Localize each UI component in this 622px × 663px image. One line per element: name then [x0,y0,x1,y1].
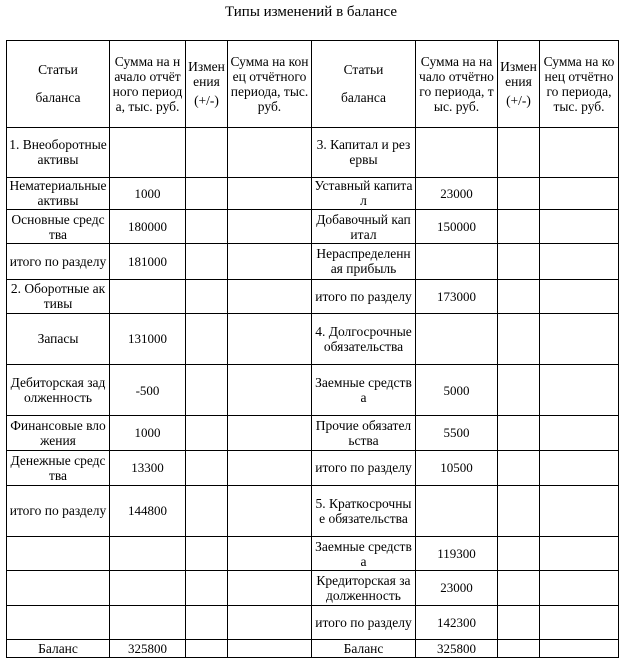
left-item-name [7,571,110,605]
right-item-name: Прочие обязательства [312,416,416,450]
left-start-value: 180000 [110,210,186,244]
left-article-header-line2: баланса [35,89,81,105]
left-end-cell [228,571,312,605]
right-change-cell [498,639,540,657]
table-row [7,244,619,279]
right-end-cell [540,571,619,605]
table-row [7,537,619,571]
left-change-cell [186,639,228,657]
right-start-value: 150000 [416,210,498,244]
left-start-value [110,571,186,605]
left-start-sum-header: Сумма на начало отчётного периода, тыс. руб. [110,41,186,128]
left-change-cell [186,365,228,416]
right-start-value: 10500 [416,450,498,485]
right-start-value [416,244,498,279]
table-row [7,605,619,639]
left-item-name: Дебиторская задолженность [7,365,110,416]
right-item-name: Заемные средства [312,537,416,571]
right-start-value: 5000 [416,365,498,416]
left-start-value: 1000 [110,416,186,450]
left-end-cell [228,127,312,177]
left-change-cell [186,450,228,485]
right-item-name: Добавочный капитал [312,210,416,244]
right-start-value: 23000 [416,571,498,605]
left-item-name [7,537,110,571]
right-end-cell [540,450,619,485]
left-end-cell [228,450,312,485]
right-change-cell [498,450,540,485]
right-change-cell [498,537,540,571]
left-change-cell [186,210,228,244]
header-row [7,41,619,128]
right-start-sum-header: Сумма на начало отчётного периода, тыс. руб. [416,41,498,128]
table-row [7,127,619,177]
right-end-cell [540,244,619,279]
left-change-cell [186,605,228,639]
right-total-label: Баланс [312,639,416,657]
right-item-name: Нераспределенная прибыль [312,244,416,279]
left-item-name: Денежные средства [7,450,110,485]
right-end-cell [540,313,619,364]
left-article-header [7,41,110,128]
table-row [7,279,619,313]
table-row [7,571,619,605]
right-change-cell [498,313,540,364]
right-end-cell [540,210,619,244]
left-change-cell [186,571,228,605]
right-total-value: 325800 [416,639,498,657]
balance-table [6,40,619,658]
right-item-name: Уставный капитал [312,177,416,209]
left-end-sum-header: Сумма на конец отчётного периода, тыс. руб. [228,41,312,128]
right-change-cell [498,244,540,279]
right-item-name: итого по разделу [312,279,416,313]
left-change-cell [186,244,228,279]
right-article-header-line2: баланса [340,89,387,105]
left-start-value: 131000 [110,313,186,364]
left-item-name: Запасы [7,313,110,364]
left-end-cell [228,365,312,416]
left-change-header [186,41,228,128]
left-item-name: 2. Оборотные активы [7,279,110,313]
right-start-value: 23000 [416,177,498,209]
left-end-cell [228,485,312,536]
right-change-sign: (+/-) [506,93,531,109]
right-change-cell [498,416,540,450]
left-item-name: итого по разделу [7,244,110,279]
table-row [7,365,619,416]
right-end-cell [540,416,619,450]
table-row [7,416,619,450]
left-change-label: Изменения [188,59,225,90]
right-item-name: 4. Долгосрочные обязательства [312,313,416,364]
left-item-name: Финансовые вложения [7,416,110,450]
left-end-cell [228,279,312,313]
left-change-cell [186,485,228,536]
right-start-value: 119300 [416,537,498,571]
left-total-label: Баланс [7,639,110,657]
left-start-value [110,605,186,639]
right-start-value: 173000 [416,279,498,313]
left-start-value: 181000 [110,244,186,279]
left-start-value: 13300 [110,450,186,485]
right-start-value: 5500 [416,416,498,450]
left-start-value [110,537,186,571]
total-row [7,639,619,657]
left-start-value: -500 [110,365,186,416]
right-end-cell [540,605,619,639]
right-change-header [498,41,540,128]
right-change-cell [498,571,540,605]
left-end-cell [228,416,312,450]
table-row [7,450,619,485]
right-change-cell [498,127,540,177]
left-end-cell [228,605,312,639]
right-item-name: 5. Краткосрочные обязательства [312,485,416,536]
right-end-cell [540,537,619,571]
right-change-cell [498,485,540,536]
right-change-cell [498,177,540,209]
right-change-cell [498,605,540,639]
right-start-value [416,313,498,364]
right-start-value: 142300 [416,605,498,639]
left-change-cell [186,279,228,313]
left-change-cell [186,177,228,209]
table-row [7,313,619,364]
right-change-cell [498,279,540,313]
right-item-name: Кредиторская задолженность [312,571,416,605]
left-item-name: Нематериальные активы [7,177,110,209]
left-change-sign: (+/-) [194,93,219,109]
table-row [7,177,619,209]
right-end-sum-header: Сумма на конец отчётного периода, тыс. руб. [540,41,619,128]
left-start-value [110,127,186,177]
left-end-cell [228,244,312,279]
right-item-name: итого по разделу [312,450,416,485]
left-start-value: 144800 [110,485,186,536]
right-start-value [416,127,498,177]
table-row [7,210,619,244]
right-end-cell [540,127,619,177]
left-end-cell [228,313,312,364]
right-item-name: 3. Капитал и резервы [312,127,416,177]
right-change-cell [498,210,540,244]
right-end-cell [540,639,619,657]
left-end-cell [228,210,312,244]
left-item-name: Основные средства [7,210,110,244]
right-end-cell [540,279,619,313]
left-end-cell [228,177,312,209]
left-change-cell [186,313,228,364]
right-change-cell [498,365,540,416]
right-article-header [312,41,416,128]
document-title: Типы изменений в балансе [224,4,397,20]
left-item-name [7,605,110,639]
left-start-value [110,279,186,313]
left-change-cell [186,537,228,571]
left-change-cell [186,127,228,177]
right-end-cell [540,485,619,536]
left-total-value: 325800 [110,639,186,657]
right-article-header-line1: Статьи [343,61,384,77]
right-item-name: итого по разделу [312,605,416,639]
table-row [7,485,619,536]
left-change-cell [186,416,228,450]
left-end-cell [228,537,312,571]
left-article-header-line1: Статьи [38,61,78,77]
left-end-cell [228,639,312,657]
left-item-name: 1. Внеоборотные активы [7,127,110,177]
left-item-name: итого по разделу [7,485,110,536]
right-start-value [416,485,498,536]
right-end-cell [540,365,619,416]
right-item-name: Заемные средства [312,365,416,416]
right-end-cell [540,177,619,209]
right-change-label: Изменения [500,59,537,90]
left-start-value: 1000 [110,177,186,209]
